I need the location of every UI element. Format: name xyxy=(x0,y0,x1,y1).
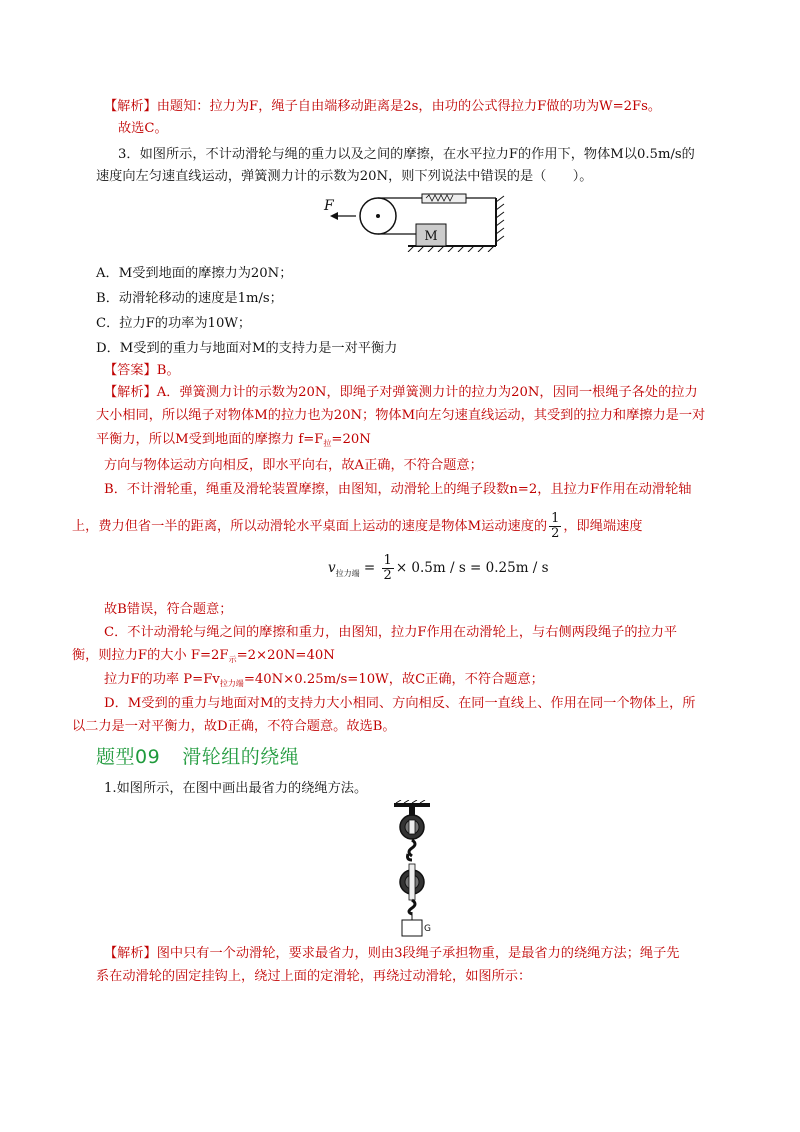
option-d: D．M受到的重力与地面对M的支持力是一对平衡力 xyxy=(96,341,398,356)
analysis-line-12: 以二力是一对平衡力，故D正确，不符合题意。故选B。 xyxy=(72,719,396,734)
analysis-line-7: 故B错误，符合题意； xyxy=(104,602,233,617)
prev-choice-line: 故选C。 xyxy=(118,121,168,136)
force-f-label: F xyxy=(324,198,334,214)
answer-line: 【答案】B。 xyxy=(104,363,180,378)
analysis-line-2: 大小相同，所以绳子对物体M的拉力也为20N；物体M向左匀速直线运动，其受到的拉力和摩擦力是一对 xyxy=(96,408,706,423)
analysis-line-5: B．不计滑轮重，绳重及滑轮装置摩擦，由图知，动滑轮上的绳子段数n=2，且拉力F作用在动滑轮轴 xyxy=(104,482,692,497)
pulley-block-figure xyxy=(388,800,448,940)
section-heading: 题型09 滑轮组的绕绳 xyxy=(96,746,300,768)
prev-analysis-line: 【解析】由题知：拉力为F，绳子自由端移动距离是2s，由功的公式得拉力F做的功为W=2Fs。 xyxy=(104,99,662,114)
analysis-line-6: 上，费力但省一半的距离，所以动滑轮水平桌面上运动的速度是物体M运动速度的 $\frac{1}{2}$ ，即绳端速度 xyxy=(72,511,643,541)
analysis-line-10: 拉力F的功率 $P=Fv_{拉力端}=40N\times 0.25m/s=10W$，故C正确，不符合题意； xyxy=(104,672,544,688)
q1-stem: 1.如图所示，在图中画出最省力的绕绳方法。 xyxy=(104,781,368,796)
block-m-label: M xyxy=(424,229,438,244)
analysis-line-1: 【解析】A．弹簧测力计的示数为20N，即绳子对弹簧测力计的拉力为20N，因同一根绳子各处的拉力 xyxy=(104,385,698,400)
analysis-line-3: 平衡力，所以M受到地面的摩擦力 $f=F_拉=20N$ xyxy=(96,432,371,448)
analysis-line-11: D．M受到的重力与地面对M的支持力大小相同、方向相反、在同一直线上、作用在同一个物体上，所 xyxy=(104,696,696,711)
analysis-line-4: 方向与物体运动方向相反，即水平向右，故A正确，不符合题意； xyxy=(104,458,483,473)
weight-g-label: G xyxy=(424,924,431,934)
final-analysis-line-1: 【解析】图中只有一个动滑轮，要求最省力，则由3段绳子承担物重，是最省力的绕绳方法；绳子先 xyxy=(104,946,680,961)
q3-stem-line1: 3．如图所示，不计动滑轮与绳的重力以及之间的摩擦，在水平拉力F的作用下，物体M以0.5m/s的 xyxy=(118,147,695,162)
option-b: B．动滑轮移动的速度是1m/s； xyxy=(96,291,283,306)
analysis-line-9: 衡，则拉力F的大小 $F=2F_示=2\times 20N=40N$ xyxy=(72,648,335,664)
analysis-line-8: C．不计动滑轮与绳之间的摩擦和重力，由图知，拉力F作用在动滑轮上，与右侧两段绳子的拉力平 xyxy=(104,625,678,640)
fraction-half: $\frac{1}{2}$ xyxy=(551,511,560,541)
final-analysis-line-2: 系在动滑轮的固定挂钩上，绕过上面的定滑轮，再绕过动滑轮，如图所示： xyxy=(96,969,532,984)
velocity-formula: $v_{拉力端}$ = $\frac{1}{2}$ × 0.5m / s = 0.25m / s xyxy=(328,553,549,583)
option-c: C．拉力F的功率为10W； xyxy=(96,316,252,331)
q3-stem-line2: 速度向左匀速直线运动，弹簧测力计的示数为20N，则下列说法中错误的是（ ）。 xyxy=(96,169,593,184)
option-a: A．M受到地面的摩擦力为20N； xyxy=(96,266,293,281)
pulley-spring-figure xyxy=(318,190,508,252)
